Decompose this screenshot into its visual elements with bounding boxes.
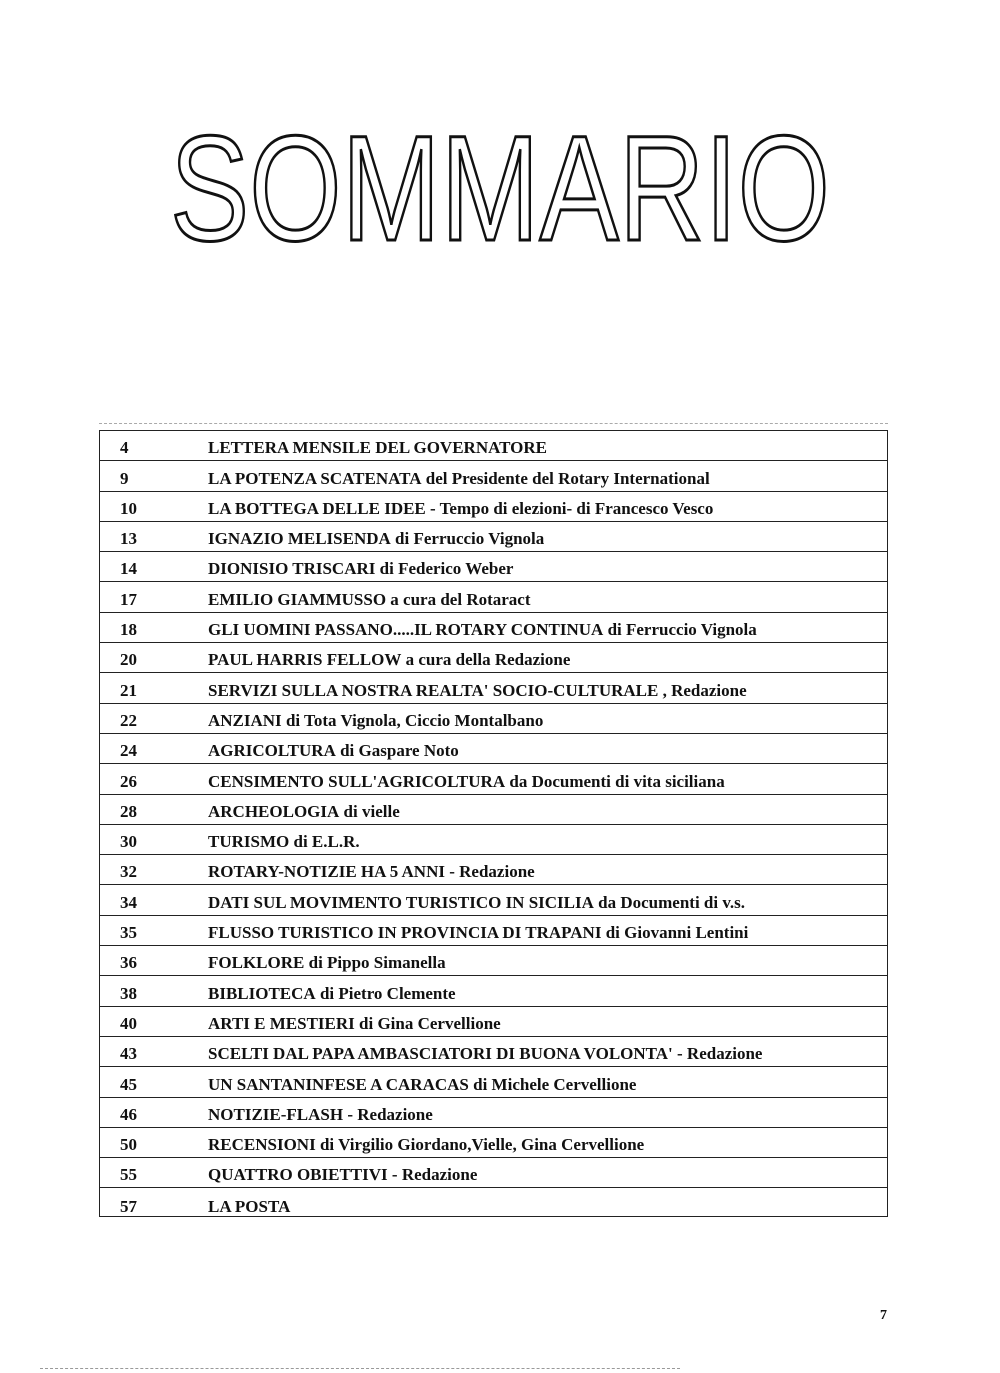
toc-page-number: 9 (120, 468, 129, 488)
toc-page-number: 21 (120, 680, 137, 700)
toc-entry-heading: GLI UOMINI PASSANO.....IL ROTARY CONTINUA (208, 620, 604, 640)
toc-row (100, 1128, 887, 1158)
toc-entry-heading: ROTARY-NOTIZIE HA 5 ANNI (208, 862, 445, 882)
toc-entry-credit: di Gaspare Noto (340, 741, 459, 761)
toc-entry (208, 559, 887, 579)
toc-page-number: 26 (120, 771, 137, 791)
toc-entry-credit: di E.L.R. (293, 832, 360, 852)
toc-entry-heading: SERVIZI SULLA NOSTRA REALTA' SOCIO-CULTURALE , (208, 680, 667, 700)
toc-entry-credit: del Presidente del Rotary International (425, 468, 710, 488)
toc-entry-heading: DIONISIO TRISCARI (208, 559, 376, 579)
toc-entry-heading: PAUL HARRIS FELLOW (208, 650, 402, 670)
toc-entry-credit: di Giovanni Lentini (605, 923, 749, 943)
toc-entry (208, 499, 887, 519)
toc-entry-heading: RECENSIONI (208, 1135, 316, 1155)
toc-entry-heading: ARTI E MESTIERI (208, 1013, 355, 1033)
toc-entry-heading: SCELTI DAL PAPA AMBASCIATORI DI BUONA VOLONTA' (208, 1044, 673, 1064)
toc-entry-credit: da Documenti di vita siciliana (509, 771, 725, 791)
toc-entry-credit: - Redazione (391, 1165, 478, 1185)
toc-row (100, 1158, 887, 1188)
toc-entry (208, 1165, 887, 1185)
toc-entry-heading: EMILIO GIAMMUSSO (208, 589, 387, 609)
page-number: 7 (880, 1308, 887, 1323)
toc-entry (208, 862, 887, 882)
toc-entry-heading: NOTIZIE-FLASH (208, 1104, 344, 1124)
toc-entry (208, 1197, 887, 1217)
toc-entry-heading: TURISMO (208, 832, 290, 852)
toc-row (100, 522, 887, 552)
top-rule (99, 423, 888, 424)
toc-entry (208, 1135, 887, 1155)
toc-row (100, 1098, 887, 1128)
toc-page-number: 50 (120, 1135, 137, 1155)
toc-page-number: 38 (120, 983, 137, 1003)
toc-entry-credit: a cura del Rotaract (390, 589, 531, 609)
toc-entry-heading: AGRICOLTURA (208, 741, 336, 761)
toc-page-number: 13 (120, 529, 137, 549)
page-title-text: SOMMARIO (170, 104, 830, 272)
toc-entry (208, 984, 887, 1004)
toc-entry-credit: di Gina Cervellione (359, 1013, 501, 1033)
toc-row (100, 552, 887, 582)
toc-row (100, 976, 887, 1006)
toc-entry-credit: di Pietro Clemente (319, 983, 456, 1003)
toc-page-number: 45 (120, 1074, 137, 1094)
toc-row (100, 1188, 887, 1218)
toc-row (100, 431, 887, 461)
toc-page-number: 14 (120, 559, 137, 579)
toc-entry-credit: di Ferruccio Vignola (395, 529, 545, 549)
toc-entry-heading: QUATTRO OBIETTIVI (208, 1165, 388, 1185)
toc-page-number: 17 (120, 589, 137, 609)
toc-entry-credit: di Tota Vignola, Ciccio Montalbano (285, 710, 544, 730)
toc-entry-credit: di Ferruccio Vignola (607, 620, 757, 640)
toc-entry-credit: - Redazione (677, 1044, 763, 1064)
toc-entry-heading: LETTERA MENSILE DEL GOVERNATORE (208, 438, 547, 458)
toc-entry-credit: di Virgilio Giordano,Vielle, Gina Cervellione (319, 1135, 645, 1155)
toc-entry (208, 953, 887, 973)
toc-entry (208, 438, 887, 458)
toc-row (100, 673, 887, 703)
toc-page-number: 10 (120, 498, 137, 518)
toc-entry (208, 650, 887, 670)
toc-entry-heading: ARCHEOLOGIA (208, 801, 340, 821)
toc-entry (208, 590, 887, 610)
toc-row (100, 885, 887, 915)
toc-entry (208, 893, 887, 913)
bottom-rule (40, 1368, 680, 1369)
toc-entry (208, 1105, 887, 1125)
toc-row (100, 461, 887, 491)
toc-row (100, 734, 887, 764)
toc-entry-credit: Redazione (671, 680, 747, 700)
toc-page-number: 36 (120, 953, 137, 973)
toc-row (100, 1067, 887, 1097)
toc-row (100, 704, 887, 734)
toc-page-number: 43 (120, 1044, 137, 1064)
table-of-contents (99, 430, 888, 1217)
toc-row (100, 795, 887, 825)
toc-entry-heading: LA BOTTEGA DELLE IDEE (208, 498, 426, 518)
toc-entry (208, 469, 887, 489)
toc-entry-heading: LA POSTA (208, 1196, 291, 1216)
toc-entry (208, 772, 887, 792)
toc-entry-heading: UN SANTANINFESE A CARACAS (208, 1074, 469, 1094)
toc-entry-heading: DATI SUL MOVIMENTO TURISTICO IN SICILIA (208, 892, 594, 912)
toc-page-number: 55 (120, 1165, 137, 1185)
toc-row (100, 855, 887, 885)
toc-row (100, 916, 887, 946)
toc-entry-heading: IGNAZIO MELISENDA (208, 529, 391, 549)
toc-page-number: 35 (120, 923, 137, 943)
toc-page-number: 32 (120, 862, 137, 882)
toc-entry-credit: - Tempo di elezioni- di Francesco Vesco (430, 498, 714, 518)
toc-row (100, 1007, 887, 1037)
toc-row (100, 492, 887, 522)
toc-entry-heading: LA POTENZA SCATENATA (208, 468, 422, 488)
toc-row (100, 643, 887, 673)
toc-page-number: 30 (120, 832, 137, 852)
toc-entry (208, 711, 887, 731)
toc-page-number: 46 (120, 1104, 137, 1124)
toc-entry-heading: ANZIANI (208, 710, 282, 730)
toc-entry-credit: - Redazione (449, 862, 535, 882)
toc-entry-credit: di vielle (343, 801, 400, 821)
toc-page-number: 20 (120, 650, 137, 670)
toc-entry-heading: FLUSSO TURISTICO IN PROVINCIA DI TRAPANI (208, 923, 602, 943)
toc-page-number: 18 (120, 620, 137, 640)
toc-row (100, 613, 887, 643)
toc-page-number: 34 (120, 892, 137, 912)
toc-page-number: 57 (120, 1196, 137, 1216)
toc-entry (208, 529, 887, 549)
toc-entry (208, 741, 887, 761)
toc-entry (208, 1014, 887, 1034)
toc-page-number: 28 (120, 801, 137, 821)
toc-entry-credit: di Federico Weber (379, 559, 514, 579)
toc-row (100, 1037, 887, 1067)
toc-entry-credit: di Michele Cervellione (473, 1074, 637, 1094)
toc-entry-heading: CENSIMENTO SULL'AGRICOLTURA (208, 771, 506, 791)
toc-entry (208, 832, 887, 852)
toc-entry-credit: da Documenti di v.s. (598, 892, 746, 912)
toc-row (100, 946, 887, 976)
toc-entry (208, 620, 887, 640)
toc-entry (208, 802, 887, 822)
toc-row (100, 764, 887, 794)
toc-entry-heading: FOLKLORE (208, 953, 305, 973)
toc-row (100, 582, 887, 612)
toc-entry-credit: a cura della Redazione (405, 650, 571, 670)
page-title (160, 104, 840, 272)
toc-entry-credit: - Redazione (347, 1104, 433, 1124)
toc-page-number: 22 (120, 710, 137, 730)
toc-entry-credit: di Pippo Simanella (308, 953, 446, 973)
toc-page-number: 4 (120, 438, 129, 458)
toc-entry (208, 1075, 887, 1095)
toc-page-number: 24 (120, 741, 137, 761)
toc-page-number: 40 (120, 1013, 137, 1033)
toc-entry (208, 1044, 887, 1064)
toc-entry-heading: BIBLIOTECA (208, 983, 316, 1003)
toc-entry (208, 923, 887, 943)
toc-row (100, 825, 887, 855)
toc-entry (208, 681, 887, 701)
